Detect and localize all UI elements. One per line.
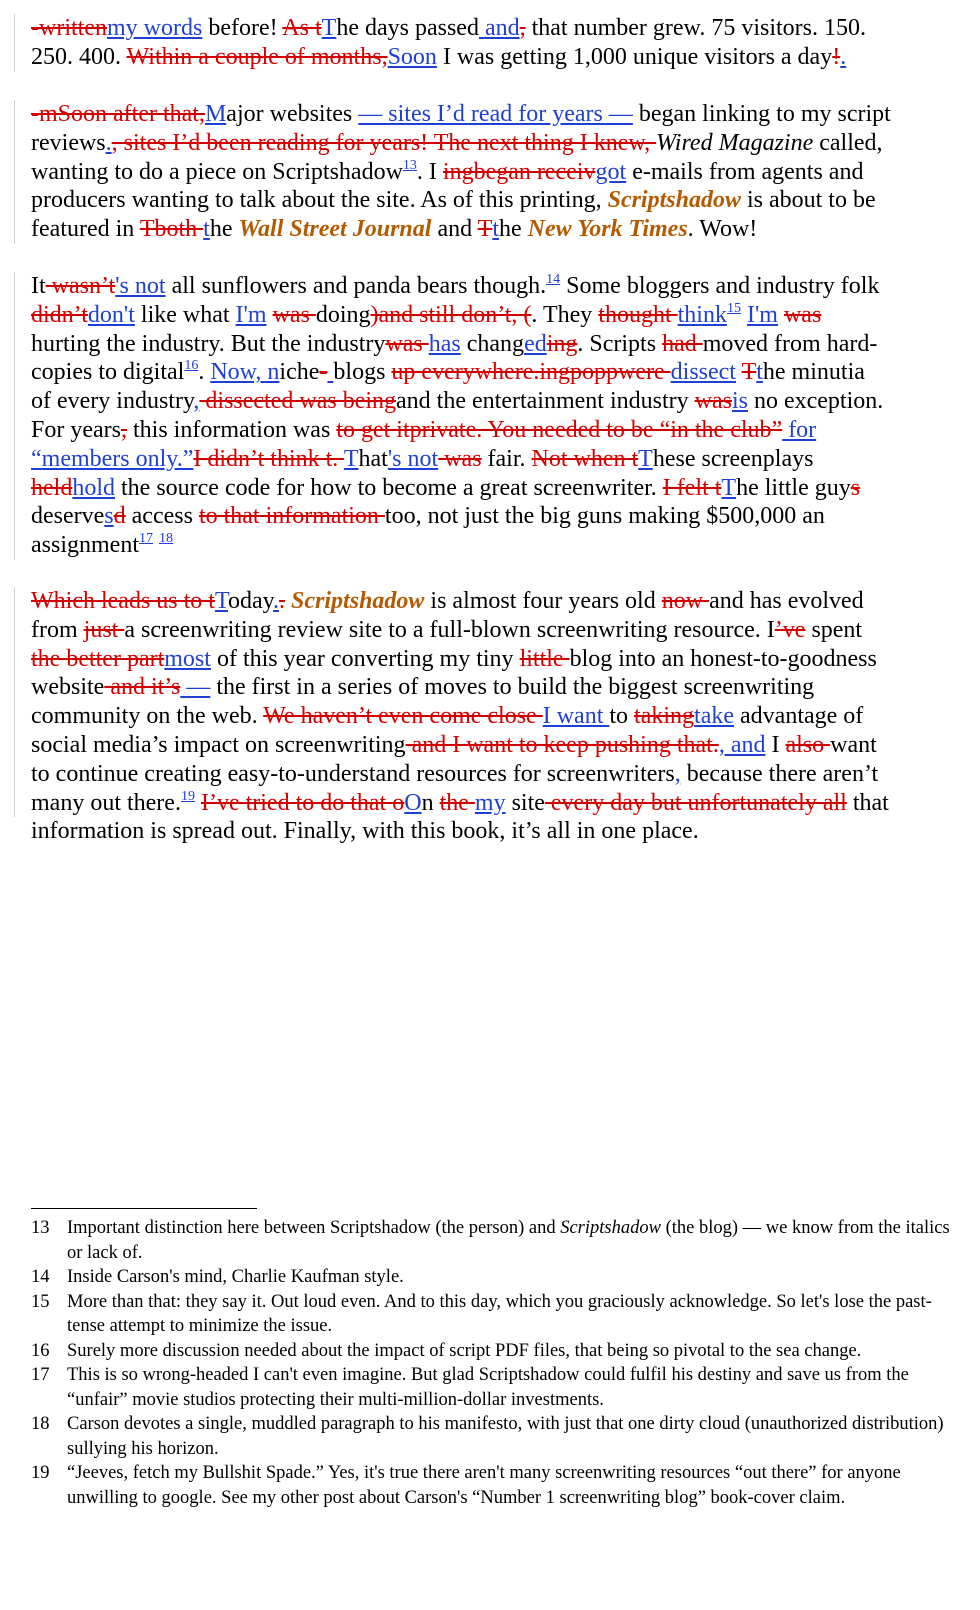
text-line (31, 673, 951, 702)
text-run: copies to digital (31, 359, 185, 386)
inserted-text: is (731, 388, 748, 415)
text-run: and (431, 216, 478, 243)
inserted-text: t (203, 216, 210, 243)
footnote-ref[interactable] (181, 789, 195, 804)
text-run: . They (531, 301, 599, 328)
inserted-text: . (273, 588, 280, 614)
deleted-text: thought (598, 301, 678, 328)
inserted-text: M (204, 101, 227, 127)
text-run: advantage of (734, 703, 864, 730)
footnote-number: 13 (31, 1218, 50, 1238)
text-run: oday (227, 588, 274, 614)
deleted-text: -mSoon after that, (31, 101, 205, 127)
deleted-text: , (519, 15, 526, 41)
inserted-text: I want (542, 703, 610, 730)
text-run: . (198, 359, 211, 386)
deleted-text: I’ve tried to do that o (200, 789, 405, 816)
footnote-number: 18 (31, 1414, 50, 1434)
deleted-text: dissected was being (199, 388, 397, 415)
footnote-ref-number: 15 (726, 300, 741, 316)
text-run: access (125, 503, 199, 530)
paragraph-sunflowers (31, 272, 951, 560)
deleted-text: the (439, 789, 475, 816)
inserted-text: think (677, 301, 727, 328)
text-run: because there aren’t (680, 760, 879, 787)
inserted-text: I'm (746, 301, 778, 328)
text-line (31, 272, 951, 301)
brand-name: Scriptshadow (607, 187, 741, 214)
text-run: he (499, 216, 528, 243)
text-line (31, 789, 951, 818)
text-run: that number grew. 75 visitors. 150. (525, 15, 867, 41)
text-run: hat (358, 445, 388, 472)
text-run: website (31, 674, 105, 701)
publication-name: New York Times (527, 216, 688, 243)
text-line (31, 587, 951, 616)
inserted-text: hold (72, 474, 115, 501)
deleted-text: Within a couple of months, (126, 43, 388, 70)
text-line (31, 358, 951, 387)
deleted-text: Not when t (531, 445, 639, 472)
footnote-number: 14 (31, 1267, 50, 1287)
deleted-text: I felt t (662, 474, 722, 501)
deleted-text: We haven’t even come close (263, 703, 543, 730)
text-run: It (31, 273, 46, 299)
text-run: too, not just the big guns making $500,000 an (384, 503, 825, 530)
text-run: that (846, 789, 889, 816)
text-run: I was getting 1,000 unique visitors a day (436, 43, 833, 70)
text-run: information is spread out. Finally, with this book, it’s all in one place. (31, 818, 699, 845)
text-line (31, 301, 951, 330)
text-line (31, 502, 951, 531)
deleted-text: every day but unfortunately all (544, 789, 847, 816)
italic-text: Scriptshadow (560, 1218, 661, 1238)
text-line (31, 330, 951, 359)
inserted-text: , (193, 388, 200, 415)
text-run: “Jeeves, fetch my Bullshit Spade.” Yes, it's true there aren't many screenwriting resources “out there” for anyone unwilling to google. See my other post about Carson's “Number 1 screenwriting blog” book-cover claim. (67, 1463, 901, 1508)
inserted-text: — sites I’d read for years — (358, 101, 633, 127)
text-line (31, 445, 951, 474)
deleted-text: d (113, 503, 126, 530)
text-run: he (209, 216, 239, 243)
text-run: More than that: they say it. Out loud even. And to this day, which you graciously acknowledge. So let's lose the past-tense attempt to minimize the issue. (67, 1291, 932, 1336)
deleted-text: ! (832, 43, 841, 70)
deleted-text: held (31, 474, 73, 501)
text-run: blogs (333, 359, 392, 386)
inserted-text: ed (524, 330, 547, 357)
text-line (31, 702, 951, 731)
text-run: called, (813, 129, 883, 156)
deleted-text: was (385, 330, 429, 357)
deleted-text: T (477, 216, 493, 243)
deleted-text: ’ve (774, 616, 806, 643)
text-run: fair. (481, 445, 532, 472)
text-run: a screenwriting review site to a full-blown screenwriting resource. I (124, 616, 775, 643)
text-run: Important distinction here between Scriptshadow (the person) and (67, 1218, 561, 1238)
inserted-text: . (840, 43, 847, 70)
footnote-item (31, 1412, 951, 1461)
inserted-text: “members only.” (31, 445, 194, 472)
text-line (31, 616, 951, 645)
text-run: and has evolved (709, 588, 864, 614)
deleted-text: also (785, 731, 831, 758)
deleted-text: Tboth (139, 216, 204, 243)
text-run: site (505, 789, 545, 816)
text-run: doing (315, 301, 371, 328)
footnote-ref[interactable] (184, 358, 198, 373)
inserted-text: take (694, 703, 735, 730)
inserted-text: T (638, 445, 653, 472)
deleted-text: was (694, 388, 732, 415)
deleted-text: just (83, 616, 125, 643)
inserted-text: my (474, 789, 506, 816)
footnote-ref[interactable] (159, 531, 173, 546)
text-run: Some bloggers and industry folk (560, 273, 880, 299)
deleted-text: , sites I’d been reading for years! The next thing I knew, (111, 129, 657, 156)
text-line (31, 731, 951, 760)
text-line (31, 14, 951, 43)
text-run: I (765, 731, 786, 758)
text-run: moved from hard- (702, 330, 878, 357)
inserted-text: T (721, 474, 737, 501)
inserted-text: Now, n (210, 359, 280, 386)
publication-name: Wall Street Journal (238, 216, 432, 243)
change-bar (14, 14, 15, 72)
text-run: Surely more discussion needed about the impact of script PDF files, that being so pivotal to the sea change. (67, 1340, 862, 1361)
text-run: 250. 400. (31, 43, 127, 70)
deleted-text: the better part (31, 645, 165, 672)
text-run: no exception. (747, 388, 884, 415)
text-run: featured in (31, 216, 140, 243)
text-line (31, 817, 951, 846)
inserted-text: T (321, 15, 337, 41)
text-run: ajor websites (226, 101, 359, 127)
text-run: this information was (126, 416, 337, 443)
deleted-text: s (850, 474, 861, 501)
paragraph-major-websites (31, 100, 951, 244)
inserted-text: 's not (387, 445, 439, 472)
deleted-text: was (272, 301, 316, 328)
text-run: e-mails from agents and (626, 158, 864, 185)
footnote-item (31, 1363, 951, 1412)
text-run: he little guy (736, 474, 851, 501)
text-run: of every industry (31, 388, 194, 415)
footnote-ref[interactable] (139, 531, 153, 546)
text-run: is about to be (740, 187, 876, 214)
text-run: blog into an honest-to-goodness (569, 645, 877, 672)
text-line (31, 645, 951, 674)
inserted-text: . (105, 129, 112, 156)
deleted-text: -written (31, 15, 107, 41)
deleted-text: and it’s (104, 674, 181, 701)
inserted-text: most (164, 645, 211, 672)
text-run: assignment (31, 532, 139, 559)
deleted-text: little (519, 645, 570, 672)
deleted-text: As t (282, 15, 322, 41)
inserted-text: , (674, 760, 681, 787)
text-run: to continue creating easy-to-understand resources for screenwriters (31, 760, 675, 787)
text-line (31, 760, 951, 789)
inserted-text: — (186, 674, 211, 701)
paragraph-visitors (31, 14, 951, 72)
footnote-ref-number: 14 (546, 272, 561, 287)
text-run: before! (202, 15, 283, 41)
text-run: Inside Carson's mind, Charlie Kaufman style. (67, 1267, 404, 1287)
text-run: Carson devotes a single, muddled paragraph to his manifesto, with just that one dirty cloud (unauthorized distribution) sullying his horizon. (67, 1414, 944, 1459)
change-bar (14, 100, 15, 244)
deleted-text: up everywhere.ingpoppwere (391, 359, 671, 386)
deleted-text: . (279, 588, 286, 614)
text-run: the first in a series of moves to build the biggest screenwriting (210, 674, 815, 701)
text-run: n (421, 789, 440, 816)
text-line (31, 129, 951, 158)
text-run: of this year converting my tiny (210, 645, 520, 672)
italic-text: Wired Magazine (656, 129, 814, 156)
footnote-ref-number: 13 (402, 157, 417, 173)
footnote-number: 15 (31, 1291, 50, 1312)
footnote-item (31, 1339, 951, 1364)
footnote-ref-number: 17 (139, 531, 153, 547)
text-run: many out there. (31, 789, 181, 816)
deleted-text: didn’t (31, 301, 88, 328)
brand-name: Scriptshadow (291, 588, 425, 614)
text-run: reviews (31, 129, 106, 156)
text-run: For years (31, 416, 121, 443)
footnote-ref[interactable] (403, 158, 417, 173)
footnote-ref-number: 16 (184, 358, 199, 374)
inserted-text: t (492, 216, 499, 243)
text-run: social media’s impact on screenwriting (31, 731, 406, 758)
footnote-item (31, 1290, 951, 1339)
text-run: is almost four years old (424, 588, 662, 614)
change-bar (14, 587, 15, 817)
footnote-separator (31, 1208, 257, 1209)
text-run: from (31, 616, 84, 643)
change-bar (14, 272, 15, 560)
inserted-text: t (756, 359, 763, 386)
footnote-item (31, 1265, 951, 1290)
footnote-ref[interactable] (727, 301, 741, 316)
text-line (31, 158, 951, 187)
text-line (31, 43, 951, 72)
deleted-text: I didn’t think t. (193, 445, 344, 472)
text-run: community on the web. (31, 703, 264, 730)
deleted-text: to get itprivate. You needed to be “in the club” (336, 416, 783, 443)
text-run: hese screenplays (652, 445, 814, 472)
inserted-text: my words (106, 15, 203, 41)
text-run: . Scripts (577, 330, 663, 357)
deleted-text: , (120, 416, 127, 443)
text-run: This is so wrong-headed I can't even imagine. But glad Scriptshadow could fulfil his destiny and save us from the “unfair” movie studios protecting their multi-million-dollar investments. (67, 1365, 909, 1410)
text-line (31, 100, 951, 129)
text-run: iche (279, 359, 320, 386)
text-run: producers wanting to talk about the site. As of this printing, (31, 187, 608, 214)
deleted-text: to that information (198, 503, 385, 530)
deleted-text: - (319, 359, 328, 386)
deleted-text: taking (634, 703, 695, 730)
deleted-text: now (661, 588, 710, 614)
deleted-text: ing (546, 330, 578, 357)
inserted-text: I'm (235, 301, 267, 328)
text-run: and the entertainment industry (396, 388, 695, 415)
inserted-text: T (214, 588, 228, 614)
text-run: . Wow! (687, 216, 758, 243)
text-line (31, 416, 951, 445)
footnote-item (31, 1461, 951, 1510)
deleted-text: )and still don’t, ( (370, 301, 532, 328)
text-run: wanting to do a piece on Scriptshadow (31, 158, 403, 185)
footnotes (31, 1216, 951, 1510)
footnote-item (31, 1216, 951, 1265)
text-run: began linking to my script (632, 101, 891, 127)
deleted-text: had (662, 330, 703, 357)
text-run: hurting the industry. But the industry (31, 330, 386, 357)
text-line (31, 474, 951, 503)
text-run: all sunflowers and panda bears though. (165, 273, 547, 299)
footnote-number: 16 (31, 1340, 50, 1361)
inserted-text: has (428, 330, 461, 357)
inserted-text: T (343, 445, 359, 472)
deleted-text: was (438, 445, 482, 472)
text-run: deserve (31, 503, 105, 530)
paragraph-today (31, 587, 951, 846)
footnote-number: 17 (31, 1365, 50, 1385)
text-run: spent (805, 616, 863, 643)
deleted-text: and I want to keep pushing that. (405, 731, 719, 758)
text-run: like what (134, 301, 236, 328)
deleted-text: T (741, 359, 757, 386)
deleted-text: ingbegan receiv (442, 158, 596, 185)
text-line (31, 531, 951, 560)
text-run: he days passed (336, 15, 479, 41)
text-run: (the blog) — we know from the italics or lack of. (67, 1218, 950, 1263)
inserted-text: Soon (387, 43, 437, 70)
footnote-number: 19 (31, 1463, 50, 1483)
inserted-text: s (104, 503, 114, 530)
text-run: chang (460, 330, 525, 357)
text-run: the source code for how to become a great screenwriter. (115, 474, 663, 501)
text-run: to (609, 703, 635, 730)
text-line (31, 215, 951, 244)
inserted-text: dissect (670, 359, 736, 386)
inserted-text: , and (718, 731, 766, 758)
footnote-ref-number: 19 (180, 788, 195, 804)
inserted-text: for (782, 416, 817, 443)
text-run: . I (416, 158, 443, 185)
inserted-text: don't (87, 301, 135, 328)
footnote-ref-number: 18 (159, 531, 173, 547)
inserted-text: and (478, 15, 520, 41)
deleted-text: wasn’t (45, 273, 116, 299)
text-line (31, 186, 951, 215)
inserted-text: 's not (115, 273, 166, 299)
inserted-text: got (595, 158, 627, 185)
deleted-text: was (783, 301, 822, 328)
text-run: he minutia (762, 359, 865, 386)
inserted-text: O (404, 789, 422, 816)
footnote-ref[interactable] (546, 272, 560, 287)
text-line (31, 387, 951, 416)
text-run: want (830, 731, 877, 758)
deleted-text: Which leads us to t (31, 588, 215, 614)
